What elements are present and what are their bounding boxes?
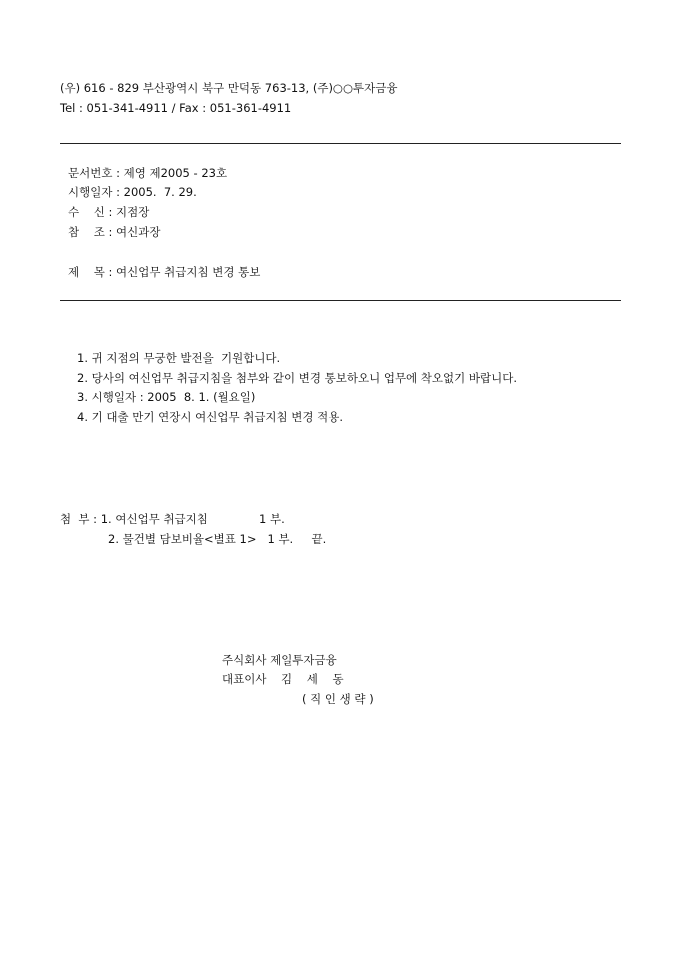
date-value: 2005. 7. 29.: [123, 185, 197, 199]
attachment-item-1: 1. 여신업무 취급지침 1 부.: [100, 512, 285, 526]
reference-label: 참 조: [68, 225, 105, 239]
attachment-label: 첨 부 :: [60, 512, 101, 526]
recipient-value: 지점장: [116, 205, 150, 219]
recipient-row: [68, 204, 149, 220]
date-label: 시행일자: [68, 185, 113, 199]
subject-colon: :: [104, 265, 117, 279]
subject-row: [68, 264, 260, 280]
body-item-4: 4. 기 대출 만기 연장시 여신업무 취급지침 변경 적용.: [77, 410, 344, 424]
reference-value: 여신과장: [116, 225, 161, 239]
sender-address: (우) 616 - 829 부산광역시 북구 만덕동 763-13, (주)○○투자금융: [60, 81, 398, 95]
signature-seal-note: ( 직 인 생 략 ): [302, 692, 374, 706]
sender-contact: Tel : 051-341-4911 / Fax : 051-361-4911: [60, 101, 292, 115]
attachment-item-2: 2. 물건별 담보비율<별표 1> 1 부. 끝.: [108, 532, 327, 546]
subject-value: 여신업무 취급지침 변경 통보: [116, 265, 261, 279]
header-divider: [60, 300, 621, 301]
recipient-label: 수 신: [68, 205, 105, 219]
subject-label: 제 목: [68, 265, 105, 279]
doc-number-row: [68, 165, 227, 181]
reference-colon: :: [104, 225, 117, 239]
signature-representative: 대표이사 김 세 동: [222, 672, 344, 686]
date-colon: :: [112, 185, 124, 199]
body-item-3: 3. 시행일자 : 2005 8. 1. (월요일): [77, 390, 256, 404]
doc-number-label: 문서번호: [68, 166, 113, 180]
doc-number-value: 제영 제2005 - 23호: [123, 166, 228, 180]
top-divider: [60, 143, 621, 144]
recipient-colon: :: [104, 205, 117, 219]
date-row: [68, 184, 197, 200]
doc-number-colon: :: [112, 166, 124, 180]
reference-row: [68, 224, 160, 240]
body-item-1: 1. 귀 지점의 무궁한 발전을 기원합니다.: [77, 351, 281, 365]
body-item-2: 2. 당사의 여신업무 취급지침을 첨부와 같이 변경 통보하오니 업무에 착오없기 바랍니다.: [77, 371, 517, 385]
attachment-row-1: [60, 511, 285, 527]
signature-company: 주식회사 제일투자금융: [222, 653, 337, 667]
